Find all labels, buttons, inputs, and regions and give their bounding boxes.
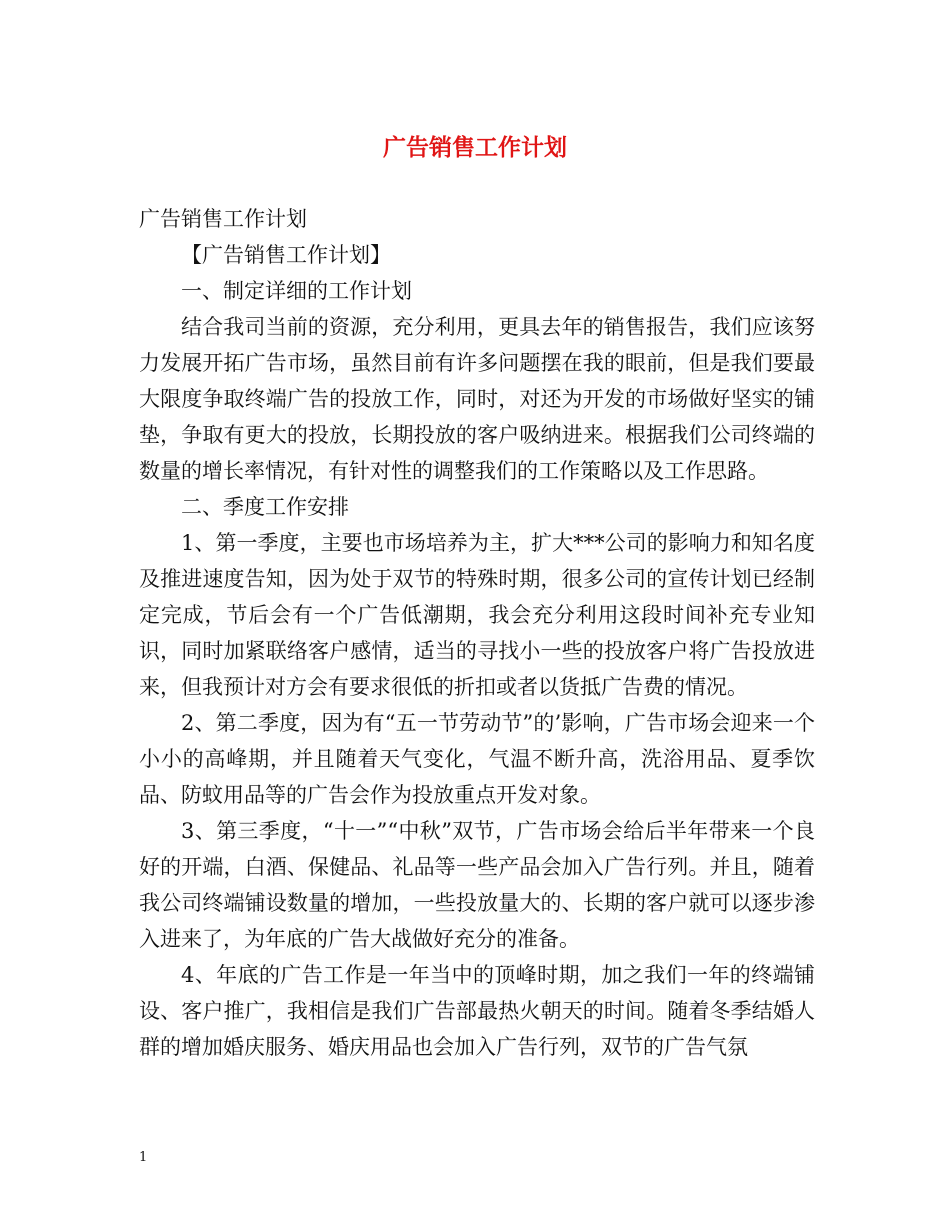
paragraph-plan: 结合我司当前的资源，充分利用，更具去年的销售报告，我们应该努力发展开拓广告市场，虽然目前有许多问题摆在我的眼前，但是我们要最大限度争取终端广告的投放工作，同时，对还为开发的市场做好坚实的铺垫，争取有更大的投放，长期投放的客户吸纳进来。根据我们公司终端的数量的增长率情况，有针对性的调整我们的工作策略以及工作思路。: [139, 315, 815, 483]
section-heading-plan: 一、制定详细的工作计划: [181, 279, 412, 303]
paragraph-q4: 4、年底的广告工作是一年当中的顶峰时期，加之我们一年的终端铺设、客户推广，我相信是我们广告部最热火朝天的时间。随着冬季结婚人群的增加婚庆服务、婚庆用品也会加入广告行列，双节的广告气氛: [139, 963, 815, 1059]
paragraph-q3: 3、第三季度，“十一”“中秋”双节，广告市场会给后半年带来一个良好的开端，白酒、保健品、礼品等一些产品会加入广告行列。并且，随着我公司终端铺设数量的增加，一些投放量大的、长期的客户就可以逐步渗入进来了，为年底的广告大战做好充分的准备。: [139, 819, 815, 951]
document-title: 广告销售工作计划: [383, 134, 567, 161]
paragraph-q2: 2、第二季度，因为有“五一节劳动节”的’影响，广告市场会迎来一个小小的高峰期，并且随着天气变化，气温不断升高，洗浴用品、夏季饮品、防蚊用品等的广告会作为投放重点开发对象。: [139, 711, 815, 807]
section-heading-quarterly: 二、季度工作安排: [181, 495, 349, 519]
bracket-heading: 【广告销售工作计划】: [181, 243, 391, 267]
paragraph-q1: 1、第一季度，主要也市场培养为主，扩大***公司的影响力和知名度及推进速度告知，因为处于双节的特殊时期，很多公司的宣传计划已经制定完成，节后会有一个广告低潮期，我会充分利用这段时间补充专业知识，同时加紧联络客户感情，适当的寻找小一些的投放客户将广告投放进来，但我预计对方会有要求很低的折扣或者以货抵广告费的情况。: [139, 531, 815, 699]
document-body: [139, 201, 815, 1065]
page-number: 1: [139, 1150, 148, 1165]
document-subtitle: 广告销售工作计划: [139, 207, 307, 231]
